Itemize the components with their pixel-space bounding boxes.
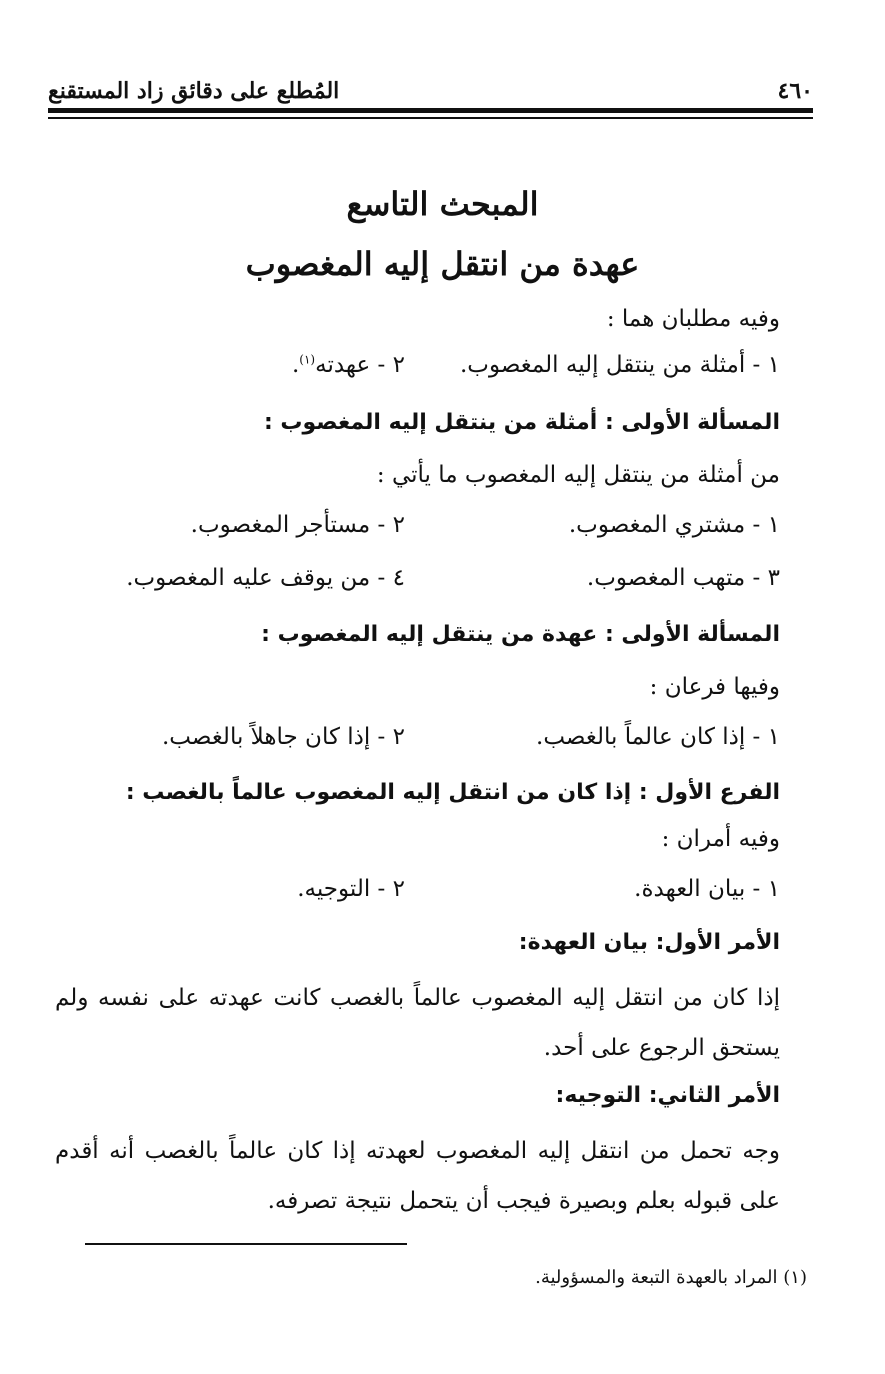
branch1-heading: الفرع الأول : إذا كان من انتقل إليه المغصوب عالماً بالغصب : xyxy=(125,780,780,805)
section-subtitle: عهدة من انتقل إليه المغصوب xyxy=(245,245,640,283)
list-item: ٢ - التوجيه. xyxy=(297,876,405,902)
matter1-paragraph: إذا كان من انتقل إليه المغصوب عالماً بالغصب كانت عهدته على نفسه ولم يستحق الرجوع على أحد. xyxy=(55,985,780,1061)
section-title: المبحث التاسع xyxy=(346,185,539,223)
issue2-heading: المسألة الأولى : عهدة من ينتقل إليه المغصوب : xyxy=(261,622,780,647)
list-item: ٢ - إذا كان جاهلاً بالغصب. xyxy=(162,724,405,750)
list-item: ٤ - من يوقف عليه المغصوب. xyxy=(126,565,405,591)
matter2-heading: الأمر الثاني: التوجيه: xyxy=(555,1083,780,1108)
demand-item: ١ - أمثلة من ينتقل إليه المغصوب. xyxy=(459,352,780,378)
matter1-heading: الأمر الأول: بيان العهدة: xyxy=(518,930,780,955)
page-number: ٤٦٠ xyxy=(777,78,813,104)
running-header xyxy=(48,70,813,104)
footnote: (١) المراد بالعهدة التبعة والمسؤولية. xyxy=(535,1267,807,1288)
footnote-ref: (١) xyxy=(299,352,316,367)
list-item: ١ - مشتري المغصوب. xyxy=(568,512,780,538)
list-item: ١ - بيان العهدة. xyxy=(634,876,780,902)
book-title: المُطلع على دقائق زاد المستقنع xyxy=(48,78,340,104)
list-item: ١ - إذا كان عالماً بالغصب. xyxy=(536,724,780,750)
intro-text: وفيه مطلبان هما : xyxy=(606,306,780,332)
list-item: ٢ - مستأجر المغصوب. xyxy=(190,512,405,538)
list-item: ٣ - متهب المغصوب. xyxy=(586,565,780,591)
header-rule-thin xyxy=(48,117,813,119)
footnote-rule xyxy=(85,1243,407,1245)
matter2-paragraph: وجه تحمل من انتقل إليه المغصوب لعهدته إذا كان عالماً بالغصب أنه أقدم على قبوله بعلم وبصيرة فيجب أن يتحمل نتيجة تصرفه. xyxy=(55,1138,780,1214)
branch1-lead: وفيه أمران : xyxy=(661,826,780,852)
issue1-lead: من أمثلة من ينتقل إليه المغصوب ما يأتي : xyxy=(376,462,780,488)
header-rule-thick xyxy=(48,108,813,113)
demand-end: . xyxy=(291,352,300,378)
issue2-lead: وفيها فرعان : xyxy=(649,674,780,700)
demand-item xyxy=(292,352,405,378)
demand-label: ٢ - عهدته xyxy=(315,352,405,378)
issue1-heading: المسألة الأولى : أمثلة من ينتقل إليه المغصوب : xyxy=(263,410,780,435)
